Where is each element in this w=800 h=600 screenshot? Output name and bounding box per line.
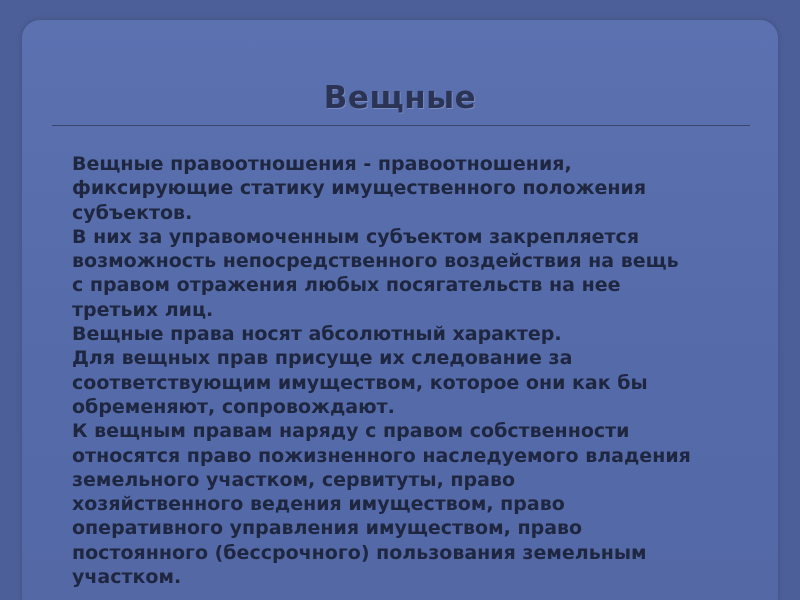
title-divider	[52, 125, 750, 126]
text-line: Для вещных прав присуще их следование за	[72, 347, 573, 370]
paragraph-2	[72, 225, 762, 322]
text-line: субъектов.	[72, 201, 193, 224]
text-line: с правом отражения любых посягательств на нее	[72, 274, 621, 297]
paragraph-3	[72, 322, 762, 346]
paragraph-5	[72, 419, 762, 589]
text-line: относятся право пожизненного наследуемого владения	[72, 444, 691, 467]
text-line: К вещным правам наряду с правом собственности	[72, 420, 630, 443]
text-line: соответствующим имуществом, которое они как бы	[72, 371, 648, 394]
paragraph-4	[72, 346, 762, 419]
paragraph-1	[72, 152, 762, 225]
text-line: постоянного (бессрочного) пользования земельным	[72, 541, 647, 564]
slide-title: Вещные	[323, 80, 477, 116]
text-line: В них за управомоченным субъектом закрепляется	[72, 225, 640, 248]
text-line: обременяют, сопровождают.	[72, 395, 395, 418]
text-line: возможность непосредственного воздействия на вещь	[72, 250, 679, 273]
text-line: оперативного управления имуществом, право	[72, 517, 583, 540]
text-line: Вещные права носят абсолютный характер.	[72, 323, 562, 346]
text-line: фиксирующие статику имущественного положения	[72, 177, 647, 200]
slide-body	[72, 152, 762, 589]
text-line: третьих лиц.	[72, 298, 214, 321]
text-line: участком.	[72, 566, 182, 589]
text-line: земельного участком, сервитуты, право	[72, 468, 516, 491]
text-line: хозяйственного ведения имуществом, право	[72, 493, 565, 516]
text-line: Вещные правоотношения - правоотношения,	[72, 153, 572, 175]
